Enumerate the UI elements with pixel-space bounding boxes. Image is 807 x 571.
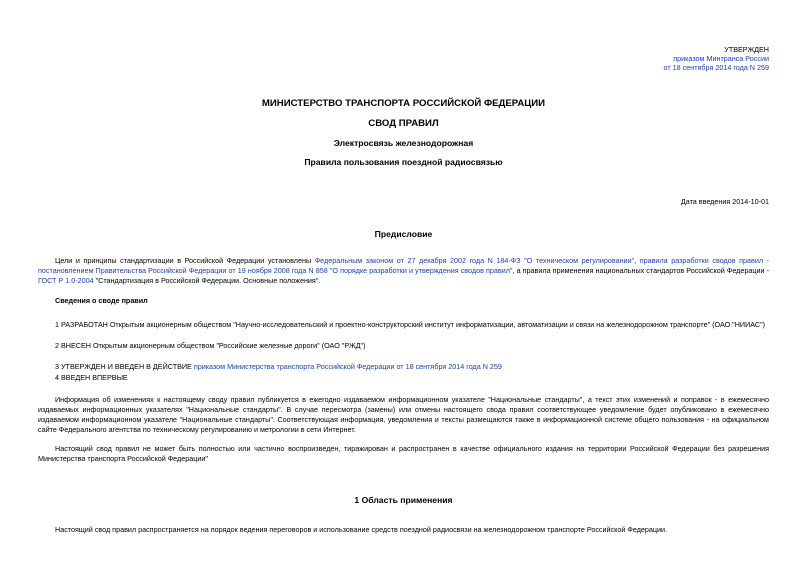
federal-law-link[interactable]: Федеральным законом от 27 декабря 2002 года N 184-ФЗ "О техническом регулировании": [314, 256, 635, 265]
foreword-heading: Предисловие: [374, 229, 433, 239]
info-item-1: 1 РАЗРАБОТАН Открытым акционерным обществом "Научно-исследовательский и проектно-конструкторский институт информатизации, автоматизации и связи на железнодорожном транспорте" (ОАО "НИИАС"): [55, 320, 766, 329]
foreword-paragraph-1: Цели и принципы стандартизации в Российской Федерации установлены Федеральным законом от 27 декабря 2002 года N 184-ФЗ "О техническом регулировании", правила разработки сводов правил - постановлением Правительства Российской Федерации от 19 ноября 2008 года N 858 "О порядке разработки и утверждения сводов правил", а правила применения национальных стандартов Российской Федерации - ГОСТ Р 1.0-2004 "Стандартизация в Российской Федерации. Основные положения".: [38, 256, 770, 285]
section-1-paragraph: Настоящий свод правил распространяется на порядок ведения переговоров и использование средств поездной радиосвязи на железнодорожном транспорте Российской Федерации.: [55, 525, 668, 534]
ministry-heading: МИНИСТЕРСТВО ТРАНСПОРТА РОССИЙСКОЙ ФЕДЕРАЦИИ: [261, 98, 546, 109]
gost-link[interactable]: ГОСТ Р 1.0-2004: [38, 276, 94, 285]
changes-notice: Информация об изменениях к настоящему своду правил публикуется в ежегодно издаваемом информационном указателе "Национальные стандарты", а текст этих изменений и поправок - в ежемесячно издаваемых информационных указателях "Национальные стандарты". В случае пересмотра (замены) или отмены настоящего свода правил соответствующее уведомление будет опубликовано в ежемесячно издаваемом информационном указателе "Национальные стандарты". Соответствующая информация, уведомления и тексты размещаются также в информационной системе общего пользования - на официальном сайте Федерального агентства по техническому регулированию и метрологии в сети Интернет.: [38, 395, 769, 434]
info-item-3: 3 УТВЕРЖДЕН И ВВЕДЕН В ДЕЙСТВИЕ приказом Министерства транспорта Российской Федерации от 18 сентября 2014 года N 259: [55, 362, 502, 371]
document-name: Правила пользования поездной радиосвязью: [304, 157, 503, 167]
government-decree-link[interactable]: правила разработки сводов правил - постановлением Правительства Российской Федерации от 19 ноября 2008 года N 858 "О порядке разработки и утверждения сводов правил": [38, 256, 770, 275]
approval-line-1: УТВЕРЖДЕН: [724, 45, 769, 54]
info-item-4: 4 ВВЕДЕН ВПЕРВЫЕ: [55, 373, 128, 382]
approval-order-ref-link[interactable]: приказом Министерства транспорта Российской Федерации от 18 сентября 2014 года N 259: [193, 362, 502, 371]
info-heading: Сведения о своде правил: [55, 296, 148, 305]
approval-order-date-link[interactable]: от 18 сентября 2014 года N 259: [663, 63, 769, 72]
approval-block: [664, 45, 769, 72]
approval-order-link[interactable]: приказом Минтранса России: [673, 54, 769, 63]
document-subtitle: Электросвязь железнодорожная: [333, 138, 474, 148]
reproduction-notice: Настоящий свод правил не может быть полностью или частично воспроизведен, тиражирован и распространен в качестве официального издания на территории Российской Федерации без разрешения Министерства транспорта Российской Федерации": [38, 444, 769, 463]
intro-date: Дата введения 2014-10-01: [680, 197, 769, 206]
section-1-heading: 1 Область применения: [354, 495, 453, 505]
info-item-2: 2 ВНЕСЕН Открытым акционерным обществом "Российские железные дороги" (ОАО "РЖД"): [55, 341, 366, 350]
document-title: СВОД ПРАВИЛ: [368, 118, 439, 129]
